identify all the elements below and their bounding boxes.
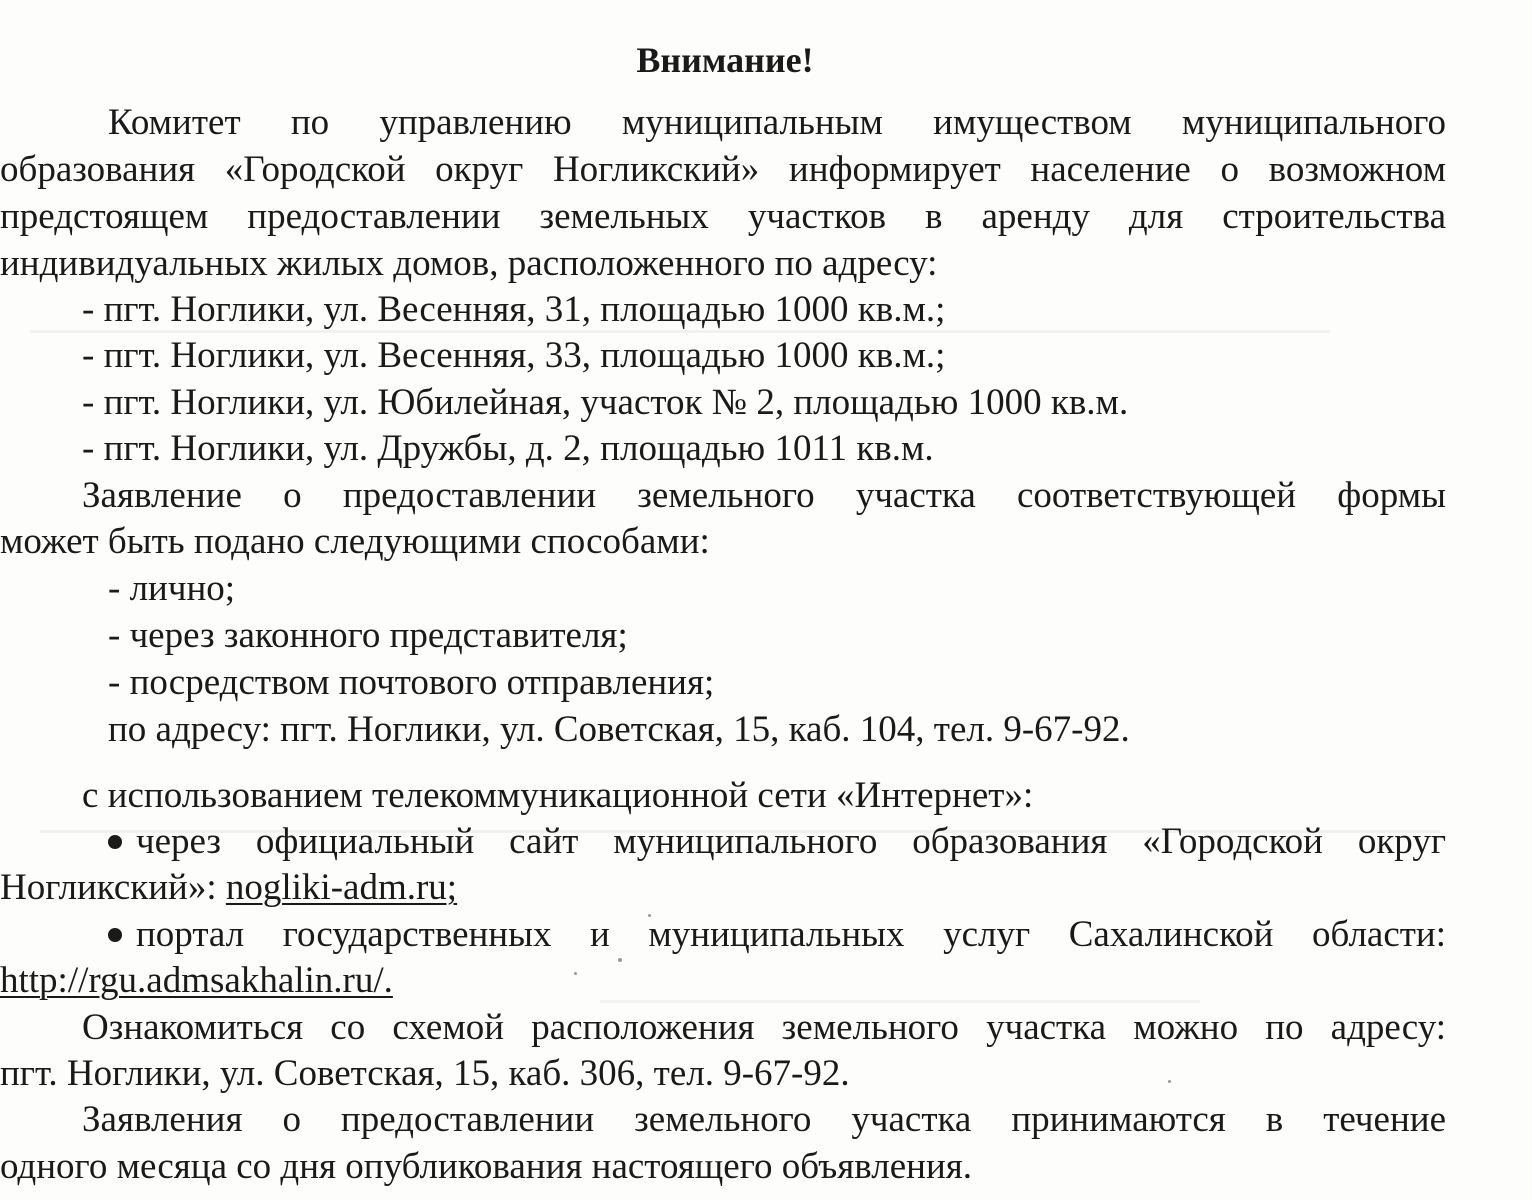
plot-item: - пгт. Ноглики, ул. Весенняя, 33, площадью 1000 кв.м.; xyxy=(82,335,946,376)
intro-line: образования «Городской округ Ногликский» информирует население о возможном xyxy=(0,149,1446,190)
portal-line-text: портал государственных и муниципальных услуг Сахалинской области: xyxy=(136,914,1446,955)
deadline-line: одного месяца со дня опубликования настоящего объявления. xyxy=(0,1146,973,1187)
site-line xyxy=(108,822,1446,862)
portal-line xyxy=(108,915,1446,955)
scan-speck xyxy=(574,972,577,975)
plot-item: - пгт. Ноглики, ул. Дружбы, д. 2, площадью 1011 кв.м. xyxy=(82,428,934,469)
method-item: - посредством почтового отправления; xyxy=(108,662,715,703)
bullet-icon xyxy=(108,835,122,849)
portal-link[interactable]: http://rgu.admsakhalin.ru/. xyxy=(0,960,393,1001)
site-line-text: через официальный сайт муниципального образования «Городской округ xyxy=(136,821,1446,862)
site-link[interactable]: nogliki-adm.ru; xyxy=(225,867,458,908)
bullet-icon xyxy=(108,928,122,942)
notice-title: Внимание! xyxy=(636,40,814,80)
office-address: по адресу: пгт. Ноглики, ул. Советская, 15, каб. 104, тел. 9-67-92. xyxy=(108,709,1130,750)
plot-item: - пгт. Ноглики, ул. Юбилейная, участок № 2, площадью 1000 кв.м. xyxy=(82,382,1129,423)
portal-line-2 xyxy=(0,961,393,1001)
site-line-2 xyxy=(0,868,457,908)
intro-line: Комитет по управлению муниципальным имуществом муниципального xyxy=(108,102,1446,143)
intro-line: предстоящем предоставлении земельных участков в аренду для строительства xyxy=(0,196,1446,237)
scan-speck xyxy=(618,958,622,962)
application-line: может быть подано следующими способами: xyxy=(0,521,710,562)
method-item: - через законного представителя; xyxy=(108,615,628,656)
scheme-line: Ознакомиться со схемой расположения земельного участка можно по адресу: xyxy=(82,1007,1446,1048)
application-line: Заявление о предоставлении земельного участка соответствующей формы xyxy=(82,475,1446,516)
site-line-prefix: Ногликский»: xyxy=(0,867,226,908)
method-item: - лично; xyxy=(108,568,236,609)
intro-line: индивидуальных жилых домов, расположенного по адресу: xyxy=(0,243,938,284)
internet-intro: с использованием телекоммуникационной сети «Интернет»: xyxy=(82,775,1034,816)
plot-item: - пгт. Ноглики, ул. Весенняя, 31, площадью 1000 кв.м.; xyxy=(82,289,946,330)
scheme-line: пгт. Ноглики, ул. Советская, 15, каб. 306, тел. 9-67-92. xyxy=(0,1053,850,1094)
show-through-mark xyxy=(600,980,1200,1003)
scan-speck xyxy=(1168,1080,1171,1083)
deadline-line: Заявления о предоставлении земельного участка принимаются в течение xyxy=(82,1099,1446,1140)
